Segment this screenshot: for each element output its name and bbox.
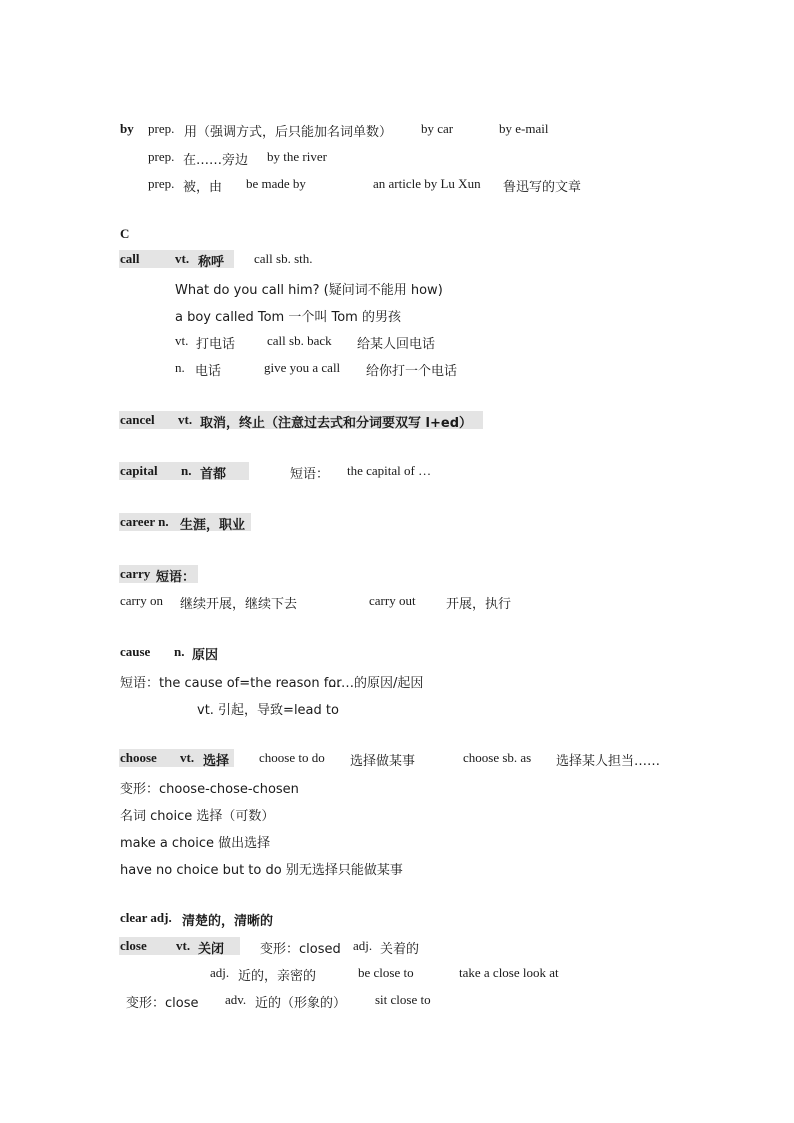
phrase-translation: 给某人回电话 xyxy=(357,337,436,352)
meaning: 清楚的，清晰的 xyxy=(182,914,274,929)
example: have no choice but to do 别无选择只能做某事 xyxy=(120,863,403,878)
meaning: 选择 xyxy=(203,754,230,769)
phrase: give you a call xyxy=(264,360,341,375)
meaning: 原因 xyxy=(192,648,219,663)
example: by e-mail xyxy=(499,121,549,136)
meaning: 近的，亲密的 xyxy=(238,969,317,984)
pos-label: prep. xyxy=(148,149,175,164)
pos-label: n. xyxy=(175,360,185,375)
phrase: carry out xyxy=(369,593,416,608)
pos-label: adj. xyxy=(210,965,230,980)
pos-label: prep. xyxy=(148,121,175,136)
phrase-translation: 给你打一个电话 xyxy=(366,364,458,379)
example: by car xyxy=(421,121,454,136)
example: an article by Lu Xun xyxy=(373,176,481,191)
noun-line: 名词 choice 选择（可数） xyxy=(120,809,275,824)
meaning: 用（强调方式，后只能加名词单数） xyxy=(184,125,393,140)
meaning: 被，由 xyxy=(183,180,223,195)
section-letter: C xyxy=(120,226,130,241)
forms-label: 变形：close xyxy=(126,996,199,1011)
example: make a choice 做出选择 xyxy=(120,836,271,851)
phrase: call sb. sth. xyxy=(254,251,313,266)
meaning: 关着的 xyxy=(380,942,420,957)
headword-choose: choose xyxy=(120,750,157,765)
forms-line: 变形：choose-chose-chosen xyxy=(120,782,299,797)
meaning: 关闭 xyxy=(198,942,225,957)
meaning: 首都 xyxy=(200,467,227,482)
meaning: 在……旁边 xyxy=(183,153,249,168)
headword-cancel: cancel xyxy=(120,412,155,427)
phrase-translation: 选择某人担当…… xyxy=(556,754,661,769)
phrase-translation: 选择做某事 xyxy=(350,754,416,769)
pos-label: prep. xyxy=(148,176,175,191)
phrase: choose to do xyxy=(259,750,325,765)
forms-label: 变形：closed xyxy=(260,942,341,957)
headword-carry: carry xyxy=(120,566,151,581)
meaning: 取消，终止（注意过去式和分词要双写 l+ed） xyxy=(200,416,472,431)
meaning: 生涯，职业 xyxy=(180,518,246,533)
headword-capital: capital xyxy=(120,463,158,478)
headword-close: close xyxy=(120,938,147,953)
example: What do you call him? (疑问词不能用 how) xyxy=(175,283,443,298)
phrase: call sb. back xyxy=(267,333,332,348)
headword-career: career n. xyxy=(120,514,169,529)
headword-call: call xyxy=(120,251,140,266)
pos-label: adj. xyxy=(353,938,373,953)
phrase: the capital of … xyxy=(347,463,432,478)
definition-line: vt. 引起，导致=lead to xyxy=(197,703,339,718)
example: by the river xyxy=(267,149,327,164)
headword-clear: clear adj. xyxy=(120,910,172,925)
phrase-line: 短语：the cause of=the reason for xyxy=(120,676,342,691)
phrase-translation: 继续开展，继续下去 xyxy=(180,597,298,612)
phrase: sit close to xyxy=(375,992,431,1007)
meaning: 电话 xyxy=(195,364,222,379)
headword-by: by xyxy=(120,121,134,136)
pos-label: n. xyxy=(181,463,192,478)
phrase: carry on xyxy=(120,593,163,608)
phrase-label: 短语： xyxy=(290,467,330,482)
example: a boy called Tom 一个叫 Tom 的男孩 xyxy=(175,310,401,325)
phrase-label: 短语： xyxy=(156,570,196,585)
pos-label: vt. xyxy=(175,333,189,348)
example-translation: 鲁迅写的文章 xyxy=(503,180,582,195)
phrase-translation: 开展，执行 xyxy=(446,597,512,612)
pos-label: n. xyxy=(174,644,185,659)
pos-label: adv. xyxy=(225,992,247,1007)
meaning: 打电话 xyxy=(196,337,236,352)
meaning: 称呼 xyxy=(198,255,225,270)
example: be made by xyxy=(246,176,306,191)
phrase: choose sb. as xyxy=(463,750,532,765)
pos-label: vt. xyxy=(175,251,190,266)
phrase: take a close look at xyxy=(459,965,559,980)
phrase-translation: ……的原因/起因 xyxy=(328,676,424,691)
pos-label: vt. xyxy=(178,412,193,427)
meaning: 近的（形象的） xyxy=(255,996,347,1011)
headword-cause: cause xyxy=(120,644,151,659)
phrase: be close to xyxy=(358,965,414,980)
pos-label: vt. xyxy=(176,938,191,953)
pos-label: vt. xyxy=(180,750,195,765)
